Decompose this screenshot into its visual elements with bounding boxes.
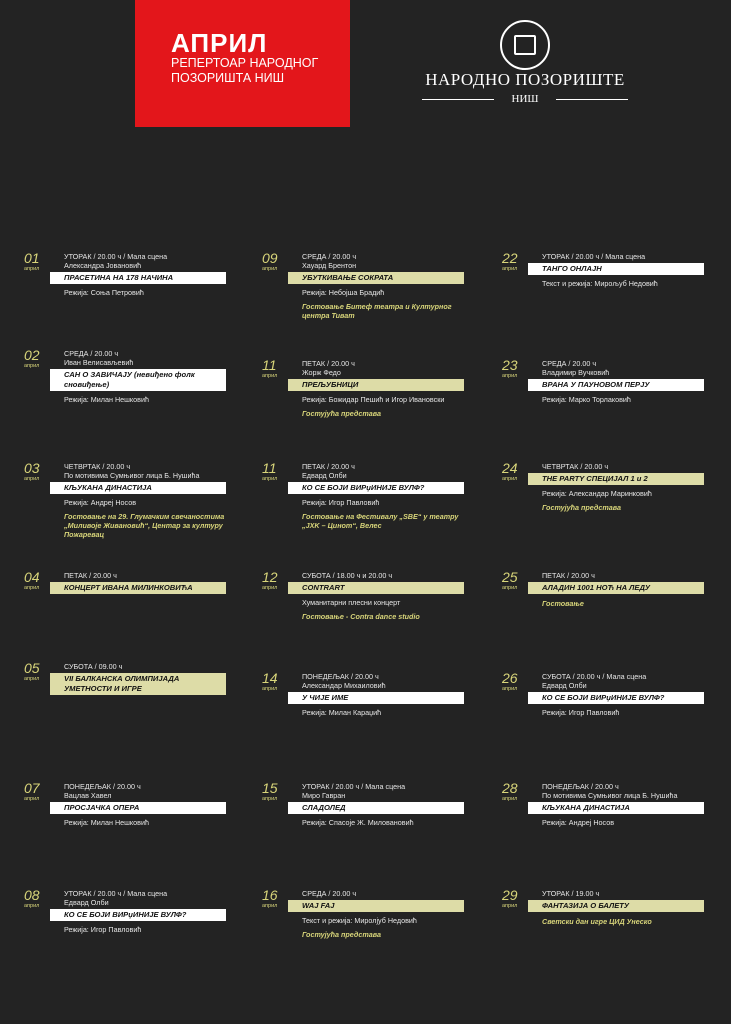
entry-title: THE PARTY СПЕЦИЈАЛ 1 и 2 [528, 473, 704, 485]
theatre-logo [420, 20, 630, 110]
entry-title: ПРАСЕТИНА НА 178 НАЧИНА [50, 272, 226, 284]
entry-month: април [24, 903, 40, 909]
entry-time: СРЕДА / 20.00 ч [302, 889, 357, 898]
entry-info [542, 252, 704, 288]
entry-time: ПЕТАК / 20.00 ч [302, 359, 355, 368]
theatre-seal-icon [500, 20, 550, 70]
entry-month: април [502, 373, 518, 379]
entry-note: Гостујућа представа [302, 409, 381, 418]
entry-director: Режија: Игор Павловић [302, 498, 380, 507]
entry-director: Текст и режија: Мирољуб Недовић [542, 279, 658, 288]
entry-info [64, 889, 226, 934]
entry-title: ВРАНА У ПАУНОВОМ ПЕРЈУ [528, 379, 704, 391]
entry-time: ПЕТАК / 20.00 ч [542, 571, 595, 580]
entry-month: април [262, 266, 278, 272]
entry-time: ПЕТАК / 20.00 ч [64, 571, 117, 580]
entry-day: 11 [262, 357, 277, 373]
entry-title: VII БАЛКАНСКА ОЛИМПИЈАДА УМЕТНОСТИ И ИГРЕ [50, 673, 226, 695]
entry-day: 22 [502, 250, 518, 266]
entry-title: СЛАДОЛЕД [288, 802, 464, 814]
entry-time: ЧЕТВРТАК / 20.00 ч [542, 462, 609, 471]
entry-month: април [24, 676, 40, 682]
entry-info [302, 782, 464, 827]
entry-director: Режија: Милан Нешковић [64, 818, 149, 827]
month-title: АПРИЛ [171, 28, 268, 58]
entry-info [542, 359, 704, 404]
entry-director: Текст и режија: Миролјуб Недовић [302, 916, 417, 925]
entry-time: ЧЕТВРТАК / 20.00 ч [64, 462, 131, 471]
entry-day: 03 [24, 460, 40, 476]
logo-city: НИШ [511, 93, 539, 105]
entry-month: април [502, 686, 518, 692]
entry-note: Гостујућа представа [542, 503, 621, 512]
entry-month: април [24, 585, 40, 591]
entry-time: СРЕДА / 20.00 ч [542, 359, 597, 368]
entry-day: 15 [262, 780, 278, 796]
entry-title: CONTRART [288, 582, 464, 594]
entry-month: април [24, 796, 40, 802]
logo-name: НАРОДНО ПОЗОРИШТЕ [425, 70, 625, 89]
entry-time: УТОРАК / 20.00 ч / Мала сцена [64, 889, 168, 898]
entry-day: 05 [24, 660, 40, 676]
entry-info [302, 889, 464, 939]
entry-day: 09 [262, 250, 278, 266]
entry-info [302, 571, 464, 621]
entry-info [542, 889, 704, 926]
entry-day: 29 [502, 887, 518, 903]
entry-note: Гостовање на 29. Глумачким свечаностима „Миливоје Живановић“, Центар за културу Пожаревац [64, 512, 225, 539]
entry-author: По мотивима Сумњивог лица Б. Нушића [542, 791, 678, 800]
entry-day: 02 [24, 347, 40, 363]
entry-month: април [24, 266, 40, 272]
entry-director: Режија: Небојша Брадић [302, 288, 385, 297]
entry-time: УТОРАК / 20.00 ч / Мала сцена [64, 252, 168, 261]
entry-day: 11 [262, 460, 277, 476]
entry-title: КЉУКАНА ДИНАСТИЈА [528, 802, 704, 814]
entry-time: СРЕДА / 20.00 ч [64, 349, 119, 358]
entry-director: Хуманитарни плесни концерт [302, 598, 401, 607]
entry-month: април [262, 796, 278, 802]
entry-info [64, 571, 226, 594]
entry-month: април [24, 476, 40, 482]
entry-time: ПОНЕДЕЉАК / 20.00 ч [542, 782, 619, 791]
entry-title: ПРЕЉУБНИЦИ [288, 379, 464, 391]
entry-author: Александар Михаиловић [302, 681, 386, 690]
entry-title: АЛАДИН 1001 НОЋ НА ЛЕДУ [528, 582, 704, 594]
entry-title: КОНЦЕРТ ИВАНА МИЛИНКОВИЋА [50, 582, 226, 594]
entry-author: Вацлав Хавел [64, 791, 112, 800]
entry-author: Хауард Брентон [302, 261, 357, 270]
entry-title: САН О ЗАВИЧАЈУ (невиђено фолк сновиђење) [50, 369, 226, 391]
entry-note: Гостовање Битеф театра и Културног центра Тиват [302, 302, 452, 320]
entry-title: КО СЕ БОЈИ ВИРџИНИЈЕ ВУЛФ? [50, 909, 226, 921]
entry-day: 01 [24, 250, 40, 266]
entry-day: 04 [24, 569, 40, 585]
entry-info [64, 349, 226, 404]
entry-author: Едвард Олби [64, 898, 109, 907]
entry-month: април [502, 903, 518, 909]
entry-director: Режија: Соња Петровић [64, 288, 144, 297]
entry-director: Режија: Марко Торлаковић [542, 395, 631, 404]
entry-day: 14 [262, 670, 278, 686]
entry-day: 07 [24, 780, 40, 796]
entry-note: Гостовање на Фестивалу „SBE“ у театру „JXK – Цинот“, Велес [302, 512, 459, 530]
entry-note: Гостовање - Contra dance studio [302, 612, 420, 621]
entry-director: Режија: Спасоје Ж. Миловановић [302, 818, 414, 827]
entry-info [64, 462, 226, 539]
entry-month: април [502, 476, 518, 482]
entry-info [542, 571, 704, 608]
entry-info [64, 782, 226, 827]
entry-director: Режија: Игор Павловић [542, 708, 620, 717]
entry-day: 26 [502, 670, 518, 686]
entry-time: СУБОТА / 09.00 ч [64, 662, 123, 671]
entry-info [542, 462, 704, 512]
entry-director: Режија: Андреј Носов [542, 818, 615, 827]
entry-day: 28 [502, 780, 518, 796]
entry-time: УТОРАК / 20.00 ч / Мала сцена [302, 782, 406, 791]
entry-time: ПЕТАК / 20.00 ч [302, 462, 355, 471]
entry-title: КЉУКАНА ДИНАСТИЈА [50, 482, 226, 494]
entry-month: април [24, 363, 40, 369]
entry-author: Александра Јовановић [64, 261, 142, 270]
entry-director: Режија: Милан Караџић [302, 708, 382, 717]
entry-month: април [262, 585, 278, 591]
entry-info [64, 662, 226, 695]
entry-author: Владимир Вучковић [542, 368, 610, 377]
entry-title: ФАНТАЗИЈА О БАЛЕТУ [528, 900, 704, 912]
entry-info [542, 672, 704, 717]
entry-note: Светски дан игре ЦИД Унеско [542, 917, 652, 926]
entry-title: КО СЕ БОЈИ ВИРџИНИЈЕ ВУЛФ? [528, 692, 704, 704]
entry-day: 12 [262, 569, 278, 585]
entry-author: Едвард Олби [302, 471, 347, 480]
entry-title: ПРОСЈАЧКА ОПЕРА [50, 802, 226, 814]
entry-time: ПОНЕДЕЉАК / 20.00 ч [64, 782, 141, 791]
entry-title: У ЧИЈЕ ИМЕ [288, 692, 464, 704]
entry-director: Режија: Божидар Пешић и Игор Ивановски [302, 395, 445, 404]
entry-day: 25 [502, 569, 518, 585]
entry-time: УТОРАК / 20.00 ч / Мала сцена [542, 252, 646, 261]
entry-info [302, 359, 464, 418]
entry-month: април [262, 373, 278, 379]
entry-director: Режија: Игор Павловић [64, 925, 142, 934]
entry-month: април [262, 476, 278, 482]
entry-author: Иван Велисављевић [64, 358, 134, 367]
entry-month: април [502, 585, 518, 591]
entry-note: Гостовање [542, 599, 584, 608]
entry-author: По мотивима Сумњивог лица Б. Нушића [64, 471, 200, 480]
entry-day: 24 [502, 460, 518, 476]
entry-month: април [502, 796, 518, 802]
entry-info [302, 252, 464, 320]
entry-director: Режија: Александар Маринковић [542, 489, 652, 498]
repertoire-subtitle: РЕПЕРТОАР НАРОДНОГ ПОЗОРИШТА НИШ [171, 56, 319, 85]
entry-month: април [262, 903, 278, 909]
entry-note: Гостујућа представа [302, 930, 381, 939]
entry-month: април [502, 266, 518, 272]
entry-time: СУБОТА / 18.00 ч и 20.00 ч [302, 571, 393, 580]
entry-director: Режија: Андреј Носов [64, 498, 137, 507]
entry-day: 16 [262, 887, 278, 903]
entry-director: Режија: Милан Нешковић [64, 395, 149, 404]
entry-day: 23 [502, 357, 518, 373]
entry-author: Миро Гавран [302, 791, 346, 800]
entry-title: КО СЕ БОЈИ ВИРџИНИЈЕ ВУЛФ? [288, 482, 464, 494]
entry-time: УТОРАК / 19.00 ч [542, 889, 600, 898]
entry-author: Жорж Федо [302, 368, 341, 377]
entry-title: ТАНГО ОНЛАЈН [528, 263, 704, 275]
entry-time: СРЕДА / 20.00 ч [302, 252, 357, 261]
entry-time: СУБОТА / 20.00 ч / Мала сцена [542, 672, 647, 681]
entry-info [302, 462, 464, 530]
entry-info [542, 782, 704, 827]
entry-day: 08 [24, 887, 40, 903]
month-banner [135, 0, 350, 127]
entry-time: ПОНЕДЕЉАК / 20.00 ч [302, 672, 379, 681]
entry-info [302, 672, 464, 717]
entry-month: април [262, 686, 278, 692]
entry-author: Едвард Олби [542, 681, 587, 690]
entry-title: WAJ FAJ [288, 900, 464, 912]
entry-title: УБУТКИВАЊЕ СОКРАТА [288, 272, 464, 284]
entry-info [64, 252, 226, 297]
